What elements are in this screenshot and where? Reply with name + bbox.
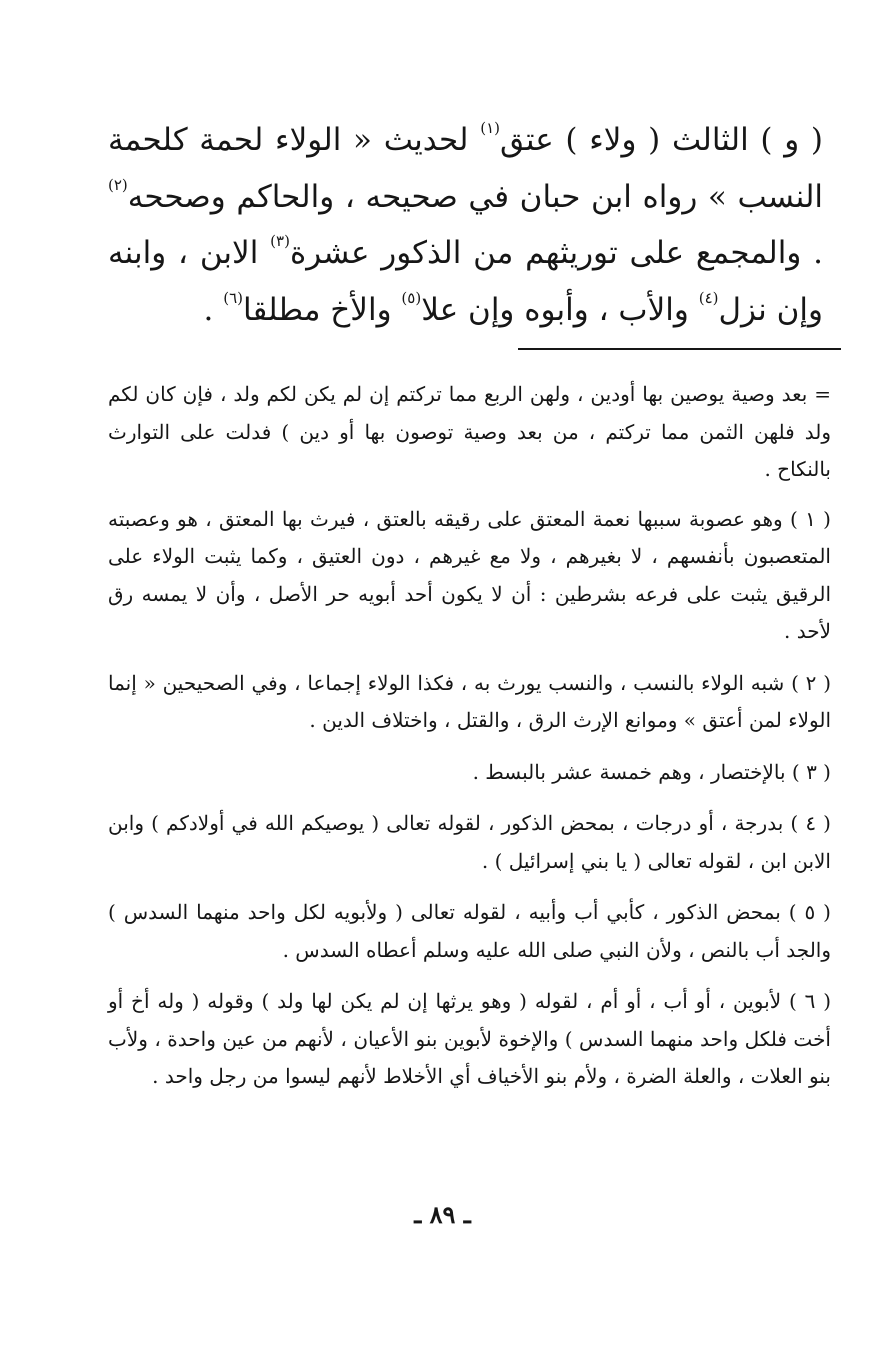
main-line <box>108 112 823 338</box>
footnote-marker: ( ٣ ) <box>791 759 831 784</box>
footnote-separator <box>518 348 841 350</box>
footnote-ref: (٣) <box>270 232 290 250</box>
main-text-segment: لحديث « الولاء لحمة كلحمة <box>108 122 481 158</box>
page-number: ـ ٨٩ ـ <box>414 1200 471 1229</box>
footnote-text: بمحض الذكور ، كأبي أب وأبيه ، لقوله تعالى ( ولأبويه لكل واحد منهما السدس ) والجد أب بالنص ، ولأن النبي صلى الله عليه وسلم أعطاه السدس . <box>108 900 831 962</box>
footnote-6 <box>108 983 831 1096</box>
footnote-ref: (٦) <box>223 288 244 307</box>
footnote-marker: ( ١ ) <box>790 506 831 531</box>
main-text-segment: ( و ) الثالث ( ولاء ) عتق <box>500 122 823 158</box>
footnote-marker: ( ٤ ) <box>790 811 831 835</box>
main-text-segment: والأخ مطلقا <box>243 291 402 328</box>
footnote-text: بالإختصار ، وهم خمسة عشر بالبسط . <box>472 759 792 784</box>
footnote-text: لأبوين ، أو أب ، أو أم ، لقوله ( وهو يرثها إن لم يكن لها ولد ) وقوله ( وله أخ أو أخت فلكل واحد منهما السدس ) والإخوة لأبوين بنو الأعيان ، لأنهم من عين واحدة ، ولأب بنو العلات ، والعلة الضرة ، ولأم بنو الأخياف أي الأخلاط لأنهم ليسوا من رجل واحد . <box>108 989 831 1088</box>
footnote-ref: (٤) <box>698 288 719 307</box>
footnote-continuation: = بعد وصية يوصين بها أودين ، ولهن الربع مما تركتم إن لم يكن لكم ولد ، فإن كان لكم ولد فلهن الثمن مما تركتم ، من بعد وصية توصون بها أو دين ) فدلت على التوارث بالنكاح . <box>108 382 831 481</box>
footnote-5 <box>108 894 831 969</box>
footnote-ref: (٥) <box>401 288 422 307</box>
main-text-segment: والأب ، وأبوه وإن علا <box>421 291 699 328</box>
footnote-marker: ( ٥ ) <box>788 900 831 924</box>
footnote-2 <box>108 665 831 740</box>
footnote-marker: ( ٢ ) <box>791 670 831 695</box>
footnote-ref: (١) <box>480 119 500 137</box>
main-text-segment: . <box>203 291 224 328</box>
main-text-segment: وإن نزل <box>718 291 823 328</box>
footnotes <box>108 376 831 1110</box>
main-text-segment: . <box>813 235 823 271</box>
footnote-ref: (٢) <box>108 175 128 194</box>
footnote-1 <box>108 501 831 651</box>
footnote-4 <box>108 805 831 880</box>
footnote-text: بدرجة ، أو درجات ، بمحض الذكور ، لقوله تعالى ( يوصيكم الله في أولادكم ) وابن الابن ابن ، لقوله تعالى ( يا بني إسرائيل ) . <box>108 811 831 873</box>
main-text-segment: النسب » رواه ابن حبان في صحيحه ، والحاكم وصححه <box>127 178 823 215</box>
main-text <box>108 112 823 338</box>
footnote-text: وهو عصوبة سببها نعمة المعتق على رقيقه بالعتق ، فيرث بها المعتق ، هو وعصبته المتعصبون بأنفسهم ، لا بغيرهم ، ولا مع غيرهم ، دون العتيق ، وكما يثبت الولاء على الرقيق يثبت على فرعه بشرطين : أن لا يكون أحد أبويه حر الأصل ، وأن لا يمسه رق لأحد . <box>108 506 831 643</box>
main-text-segment: والمجمع على توريثهم من الذكور عشرة <box>289 235 802 271</box>
footnote-marker: ( ٦ ) <box>788 989 832 1013</box>
footnote-text: شبه الولاء بالنسب ، والنسب يورث به ، فكذا الولاء إجماعا ، وفي الصحيحين « إنما الولاء لمن أعتق » وموانع الإرث الرق ، والقتل ، واختلاف الدين . <box>108 670 831 732</box>
footnote-3 <box>108 754 831 792</box>
main-text-segment: الابن ، وابنه <box>108 235 271 271</box>
